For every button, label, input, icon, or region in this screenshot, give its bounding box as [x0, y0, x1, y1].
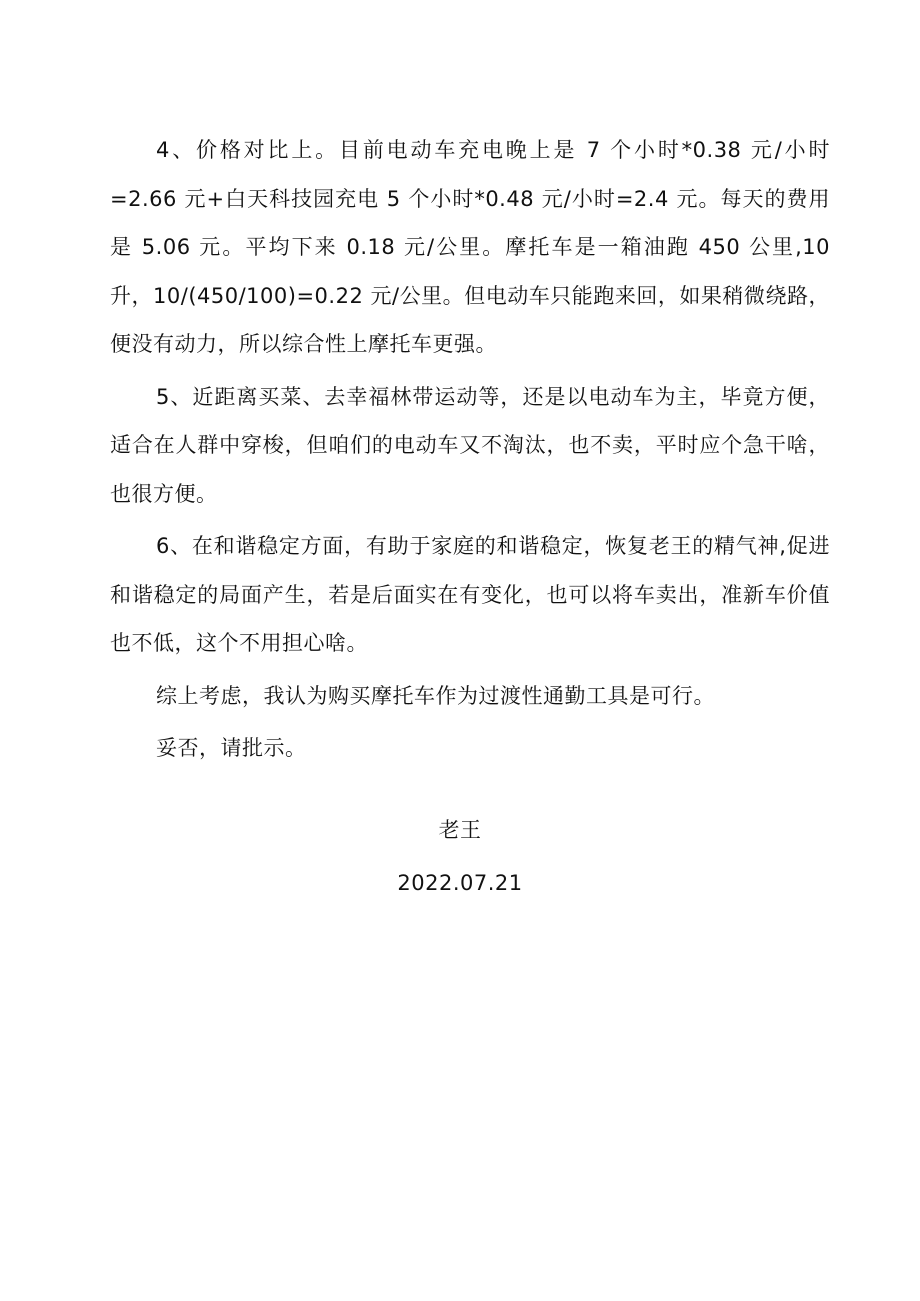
paragraph-conclusion: 综上考虑，我认为购买摩托车作为过渡性通勤工具是可行。: [156, 683, 715, 708]
document-body: [110, 126, 830, 777]
signature-name: 老王: [438, 818, 482, 842]
paragraph-harmony-stability: 6、在和谐稳定方面，有助于家庭的和谐稳定，恢复老王的精气神,促进和谐稳定的局面产生，若是后面实在有变化，也可以将车卖出，准新车价值也不低，这个不用担心啥。: [110, 534, 830, 655]
paragraph-price-comparison: 4、价格对比上。目前电动车充电晚上是 7 个小时*0.38 元/小时=2.66 元+白天科技园充电 5 个小时*0.48 元/小时=2.4 元。每天的费用是 5.06 元。平均下来 0.18 元/公里。摩托车是一箱油跑 450 公里,10 升，10/(450/100)=0.22 元/公里。但电动车只能跑来回，如果稍微绕路，便没有动力，所以综合性上摩托车更强。: [110, 138, 830, 356]
signature-date: 2022.07.21: [397, 871, 523, 895]
paragraph-short-distance: 5、近距离买菜、去幸福林带运动等，还是以电动车为主，毕竟方便，适合在人群中穿梭，但咱们的电动车又不淘汰，也不卖，平时应个急干啥，也很方便。: [110, 384, 830, 506]
paragraph-request-approval: 妥否，请批示。: [156, 736, 307, 760]
